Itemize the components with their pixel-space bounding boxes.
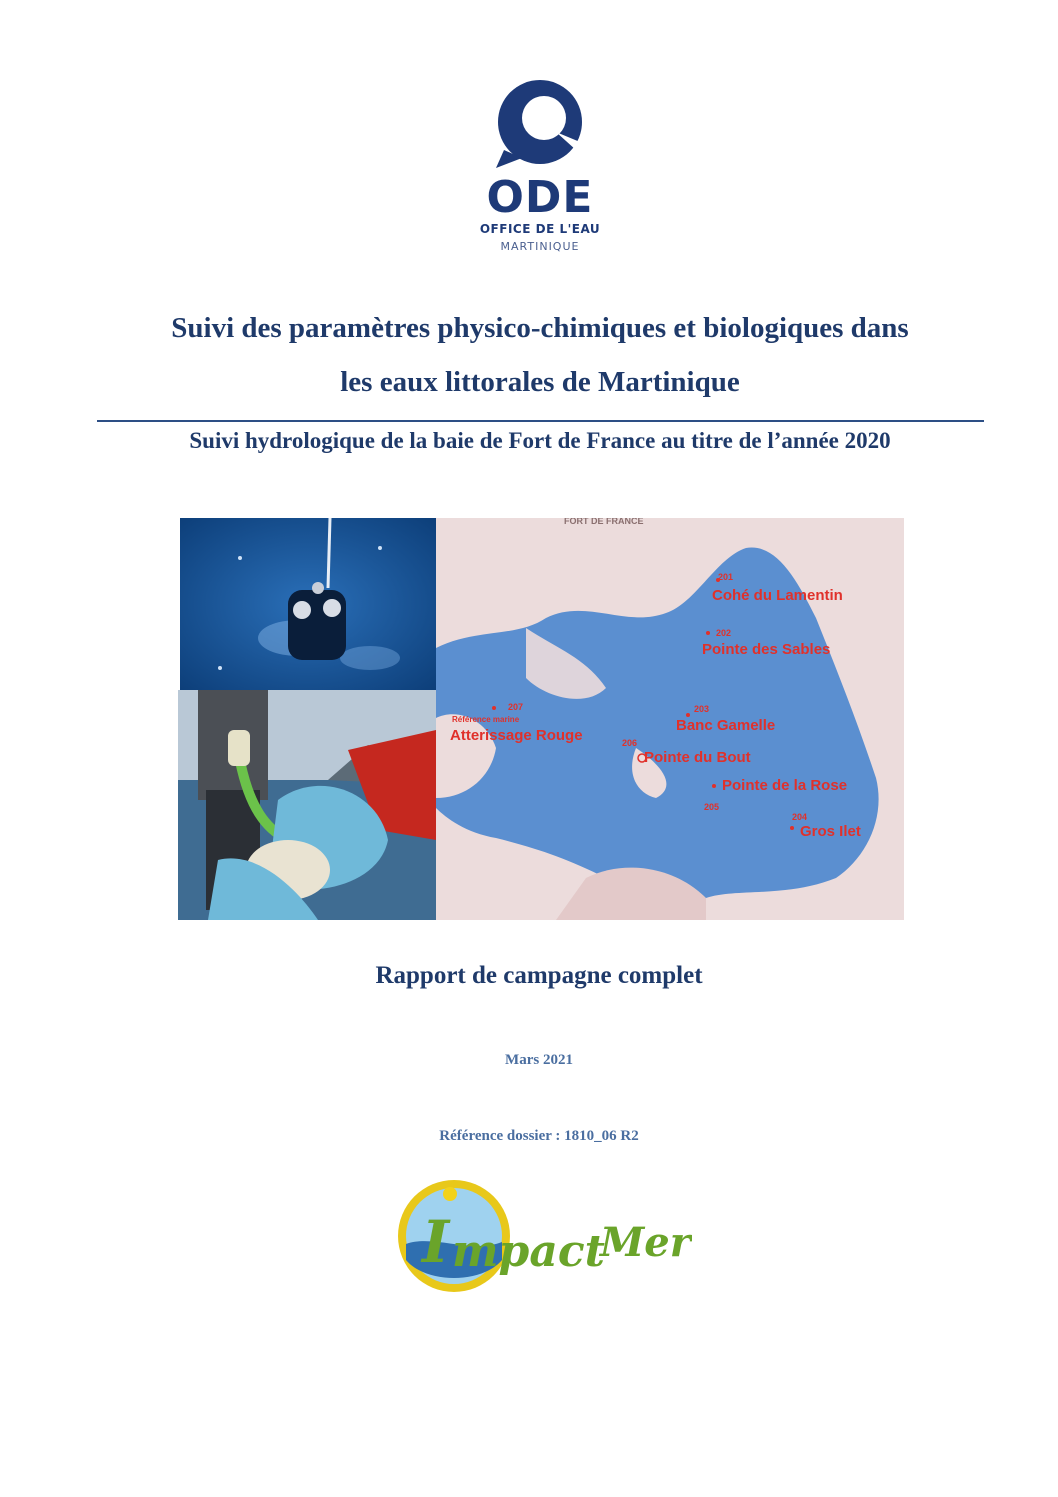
photo-underwater-probe	[180, 518, 436, 690]
title-divider	[97, 420, 984, 422]
report-date: Mars 2021	[505, 1052, 573, 1068]
map-station-id: 207	[508, 702, 524, 712]
svg-text:mpact: mpact	[452, 1226, 605, 1277]
map-station-id: 205	[704, 802, 720, 812]
map-station-label: Pointe de la Rose	[722, 777, 848, 794]
svg-text:I: I	[422, 1208, 450, 1276]
document-title-line2: les eaux littorales de Martinique	[340, 366, 740, 398]
ode-logo-name: ODE	[486, 172, 594, 223]
ode-logo	[470, 72, 610, 252]
map-station-id: 202	[716, 628, 732, 638]
map-reference-label: Référence marine	[452, 715, 520, 724]
report-reference: Référence dossier : 1810_06 R2	[439, 1128, 639, 1144]
ode-logo-line1: OFFICE DE L'EAU	[479, 222, 601, 236]
map-station-label: Cohé du Lamentin	[712, 587, 843, 604]
document-title-line1: Suivi des paramètres physico-chimiques et biologiques dans	[171, 312, 909, 344]
svg-text:Mer: Mer	[600, 1219, 691, 1266]
ode-logo-line2: MARTINIQUE	[500, 240, 580, 253]
map-station-id: 204	[792, 812, 808, 822]
document-subtitle: Suivi hydrologique de la baie de Fort de France au titre de l’année 2020	[189, 428, 891, 453]
map-station-label: Atterissage Rouge	[450, 727, 583, 744]
map-station-id: 206	[622, 738, 638, 748]
map-station-label: Pointe du Bout	[644, 749, 751, 766]
ode-speech-bubble-icon	[470, 72, 610, 172]
map-station-label: Gros Ilet	[800, 823, 861, 840]
photo-water-sampling	[178, 690, 436, 920]
map-station-label: Pointe des Sables	[702, 641, 831, 658]
impactmer-logo	[392, 1170, 692, 1300]
map-station-id: 203	[694, 704, 710, 714]
map-top-label: FORT DE FRANCE	[564, 518, 644, 526]
map-station-label: Banc Gamelle	[676, 717, 776, 734]
impactmer-logo-mark	[392, 1170, 692, 1300]
map-fort-de-france-bay	[436, 518, 904, 920]
report-title: Rapport de campagne complet	[375, 962, 703, 989]
map-station-id: 201	[718, 572, 734, 582]
